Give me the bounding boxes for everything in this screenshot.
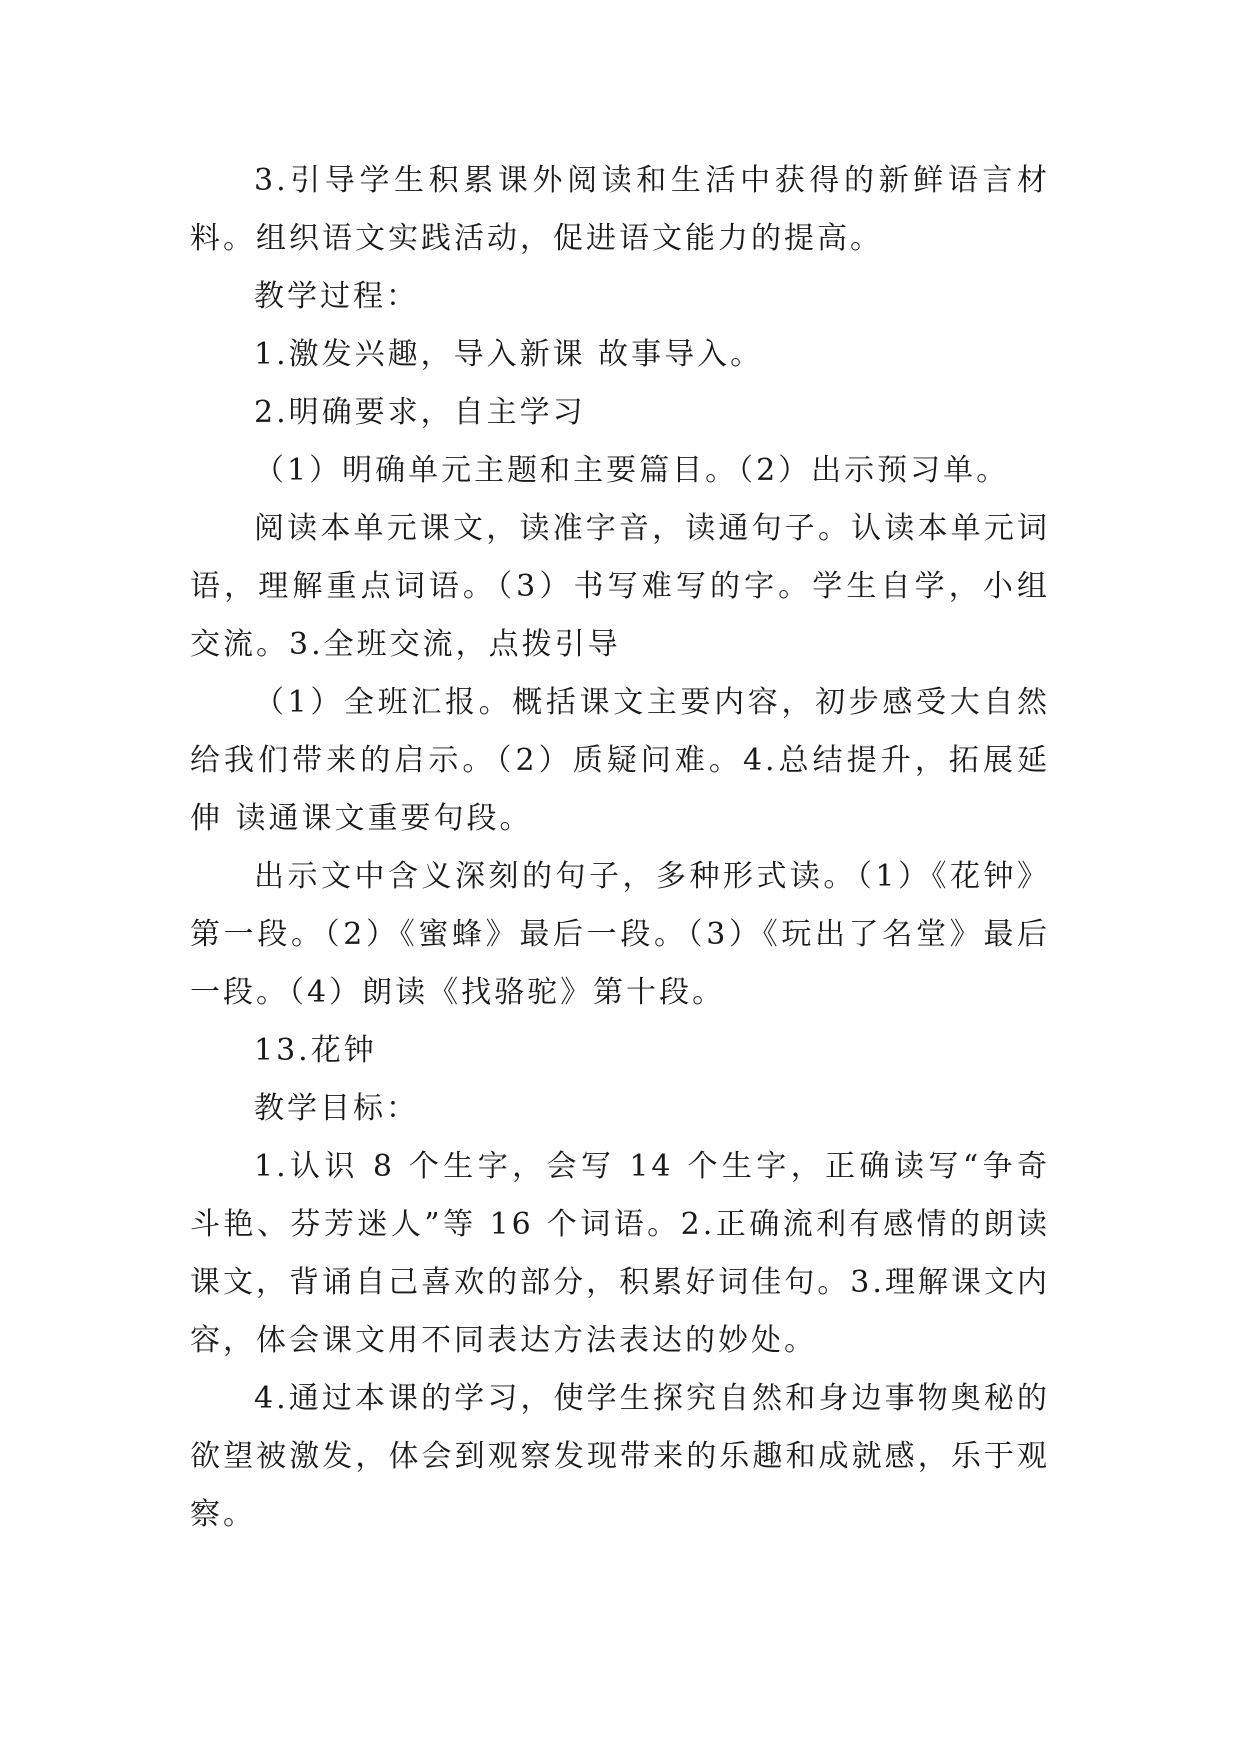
paragraph: 4.通过本课的学习，使学生探究自然和身边事物奥秘的欲望被激发，体会到观察发现带来的乐趣和成就感，乐于观察。 — [190, 1381, 1050, 1532]
document-body — [190, 152, 1050, 1544]
section-heading-process: 教学过程： — [254, 279, 419, 314]
paragraph: （1）明确单元主题和主要篇目。（2）出示预习单。 — [254, 453, 1010, 488]
paragraph: （1）全班汇报。概括课文主要内容，初步感受大自然给我们带来的启示。（2）质疑问难。4.总结提升，拓展延伸 读通课文重要句段。 — [190, 685, 1050, 836]
paragraph: 3.引导学生积累课外阅读和生活中获得的新鲜语言材料。组织语文实践活动，促进语文能力的提高。 — [190, 163, 1050, 256]
paragraph: 1.激发兴趣，导入新课 故事导入。 — [254, 337, 764, 372]
section-heading-goals: 教学目标： — [254, 1091, 419, 1126]
paragraph: 2.明确要求，自主学习 — [254, 395, 586, 430]
paragraph: 阅读本单元课文，读准字音，读通句子。认读本单元词语，理解重点词语。（3）书写难写的字。学生自学，小组交流。3.全班交流，点拨引导 — [190, 511, 1050, 662]
paragraph: 1.认识 8 个生字，会写 14 个生字，正确读写“争奇斗艳、芬芳迷人”等 16 个词语。2.正确流利有感情的朗读课文，背诵自己喜欢的部分，积累好词佳句。3.理解课文内容，体会课文用不同表达方法表达的妙处。 — [190, 1149, 1050, 1358]
lesson-title: 13.花钟 — [254, 1033, 377, 1068]
paragraph: 出示文中含义深刻的句子，多种形式读。（1）《花钟》第一段。（2）《蜜蜂》最后一段。（3）《玩出了名堂》最后一段。（4）朗读《找骆驼》第十段。 — [190, 859, 1050, 1010]
